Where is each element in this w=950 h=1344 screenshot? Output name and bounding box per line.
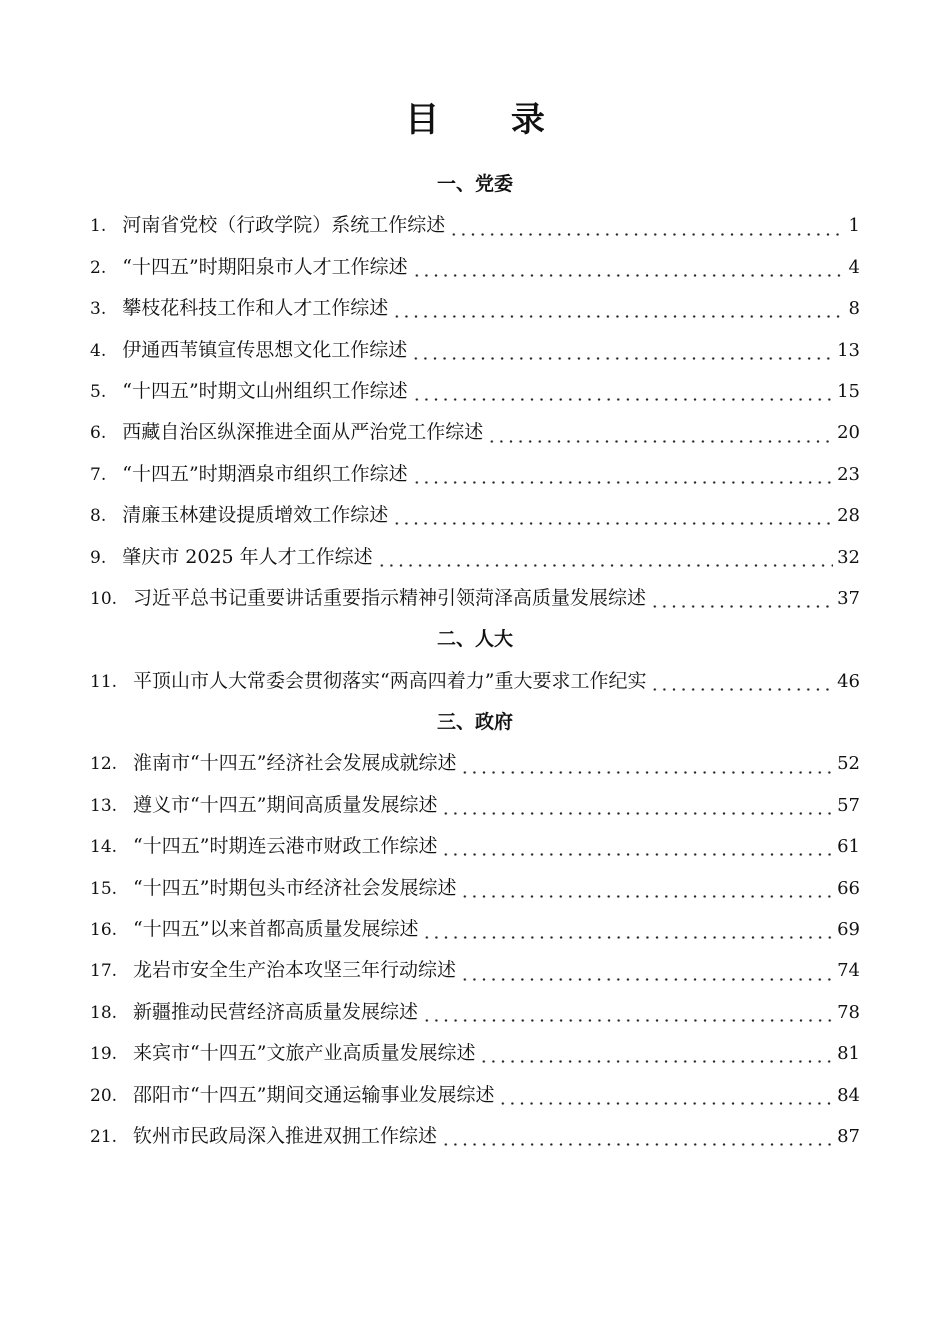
entry-number: 13. — [90, 795, 118, 816]
entry-page-number: 57 — [837, 794, 860, 816]
entry-number: 4. — [90, 340, 107, 361]
entry-title: “十四五”时期连云港市财政工作综述 — [133, 835, 438, 858]
entry-page-number: 84 — [837, 1084, 860, 1106]
section-heading: 二、人大 — [436, 628, 513, 651]
section-heading: 一、党委 — [436, 173, 513, 195]
entry-number: 16. — [90, 920, 118, 941]
toc-entry[interactable] — [90, 743, 860, 784]
entry-title: 肇庆市 2025 年人才工作综述 — [122, 545, 373, 568]
dot-leader — [412, 274, 845, 277]
entry-number: 20. — [90, 1085, 118, 1106]
toc-entry[interactable] — [90, 950, 860, 991]
toc-entry[interactable] — [90, 371, 860, 412]
entry-title: 清廉玉林建设提质增效工作综述 — [122, 504, 389, 527]
entry-number: 19. — [90, 1044, 118, 1065]
table-of-contents — [90, 164, 860, 1157]
dot-leader — [412, 398, 833, 401]
dot-leader — [479, 1060, 833, 1063]
entry-title: “十四五”时期阳泉市人才工作综述 — [122, 255, 408, 278]
toc-entry[interactable] — [90, 247, 860, 288]
dot-leader — [460, 771, 833, 774]
entry-page-number: 78 — [837, 1001, 860, 1023]
entry-page-number: 13 — [837, 339, 860, 361]
dot-leader — [449, 233, 844, 236]
entry-number: 14. — [90, 837, 118, 858]
entry-page-number: 81 — [837, 1043, 860, 1065]
toc-entry[interactable] — [90, 537, 860, 578]
toc-entry[interactable] — [90, 330, 860, 371]
entry-page-number: 8 — [848, 298, 860, 320]
dot-leader — [422, 936, 833, 939]
entry-page-number: 37 — [837, 587, 860, 609]
entry-page-number: 1 — [848, 215, 860, 237]
toc-entry[interactable] — [90, 288, 860, 329]
entry-title: 西藏自治区纵深推进全面从严治党工作综述 — [122, 421, 484, 444]
entry-number: 17. — [90, 961, 118, 982]
toc-entry[interactable] — [90, 454, 860, 495]
dot-leader — [441, 812, 833, 815]
dot-leader — [377, 564, 833, 567]
entry-title: 河南省党校（行政学院）系统工作综述 — [122, 214, 446, 237]
page-title: 目 录 — [405, 100, 575, 140]
dot-leader — [412, 481, 833, 484]
entry-number: 2. — [90, 257, 107, 278]
entry-page-number: 28 — [837, 505, 860, 527]
dot-leader — [460, 895, 833, 898]
entry-page-number: 61 — [837, 836, 860, 858]
entry-title: 遵义市“十四五”期间高质量发展综述 — [133, 793, 438, 816]
toc-entry[interactable] — [90, 495, 860, 536]
toc-entry[interactable] — [90, 785, 860, 826]
entry-title: 新疆推动民营经济高质量发展综述 — [133, 1000, 419, 1023]
entry-number: 6. — [90, 423, 107, 444]
toc-entry[interactable] — [90, 1116, 860, 1157]
dot-leader — [411, 357, 833, 360]
dot-leader — [392, 315, 844, 318]
toc-entry[interactable] — [90, 909, 860, 950]
entry-title: 习近平总书记重要讲话重要指示精神引领菏泽高质量发展综述 — [133, 586, 647, 609]
entry-title: 邵阳市“十四五”期间交通运输事业发展综述 — [133, 1083, 495, 1106]
toc-entry[interactable] — [90, 205, 860, 246]
entry-number: 1. — [90, 216, 107, 237]
entry-title: 淮南市“十四五”经济社会发展成就综述 — [133, 752, 457, 775]
entry-number: 15. — [90, 878, 118, 899]
entry-number: 18. — [90, 1002, 118, 1023]
entry-page-number: 87 — [837, 1125, 860, 1147]
toc-entry[interactable] — [90, 1075, 860, 1116]
dot-leader — [422, 1019, 833, 1022]
entry-title: 平顶山市人大常委会贯彻落实“两高四着力”重大要求工作纪实 — [133, 669, 647, 692]
dot-leader — [441, 1143, 833, 1146]
entry-title: 龙岩市安全生产治本攻坚三年行动综述 — [133, 959, 457, 982]
entry-page-number: 74 — [837, 960, 860, 982]
toc-entry[interactable] — [90, 661, 860, 702]
entry-title: “十四五”时期酒泉市组织工作综述 — [122, 462, 408, 485]
dot-leader — [460, 978, 833, 981]
entry-number: 10. — [90, 588, 118, 609]
entry-number: 8. — [90, 506, 107, 527]
entry-number: 11. — [90, 671, 118, 692]
dot-leader — [392, 522, 833, 525]
toc-entry[interactable] — [90, 868, 860, 909]
entry-page-number: 69 — [837, 919, 860, 941]
entry-page-number: 66 — [837, 877, 860, 899]
entry-title: “十四五”以来首都高质量发展综述 — [133, 918, 419, 941]
entry-title: “十四五”时期文山州组织工作综述 — [122, 379, 408, 402]
toc-entry[interactable] — [90, 578, 860, 619]
entry-number: 3. — [90, 299, 107, 320]
entry-number: 5. — [90, 381, 107, 402]
entry-title: 攀枝花科技工作和人才工作综述 — [122, 297, 389, 320]
toc-entry[interactable] — [90, 1033, 860, 1074]
entry-number: 12. — [90, 754, 118, 775]
entry-number: 7. — [90, 464, 107, 485]
toc-entry[interactable] — [90, 826, 860, 867]
entry-number: 21. — [90, 1126, 118, 1147]
dot-leader — [650, 605, 833, 608]
entry-page-number: 52 — [837, 753, 860, 775]
dot-leader — [650, 688, 833, 691]
entry-title: 钦州市民政局深入推进双拥工作综述 — [133, 1124, 438, 1147]
toc-entry[interactable] — [90, 992, 860, 1033]
dot-leader — [441, 853, 833, 856]
entry-page-number: 46 — [837, 670, 860, 692]
entry-page-number: 4 — [848, 256, 860, 278]
entry-page-number: 15 — [837, 380, 860, 402]
entry-page-number: 32 — [837, 546, 860, 568]
entry-page-number: 20 — [837, 422, 860, 444]
entry-page-number: 23 — [837, 463, 860, 485]
entry-title: 伊通西苇镇宣传思想文化工作综述 — [122, 338, 408, 361]
dot-leader — [487, 440, 833, 443]
dot-leader — [498, 1102, 833, 1105]
entry-number: 9. — [90, 547, 107, 568]
entry-title: 来宾市“十四五”文旅产业高质量发展综述 — [133, 1042, 476, 1065]
toc-entry[interactable] — [90, 412, 860, 453]
entry-title: “十四五”时期包头市经济社会发展综述 — [133, 876, 457, 899]
section-heading: 三、政府 — [436, 711, 513, 734]
